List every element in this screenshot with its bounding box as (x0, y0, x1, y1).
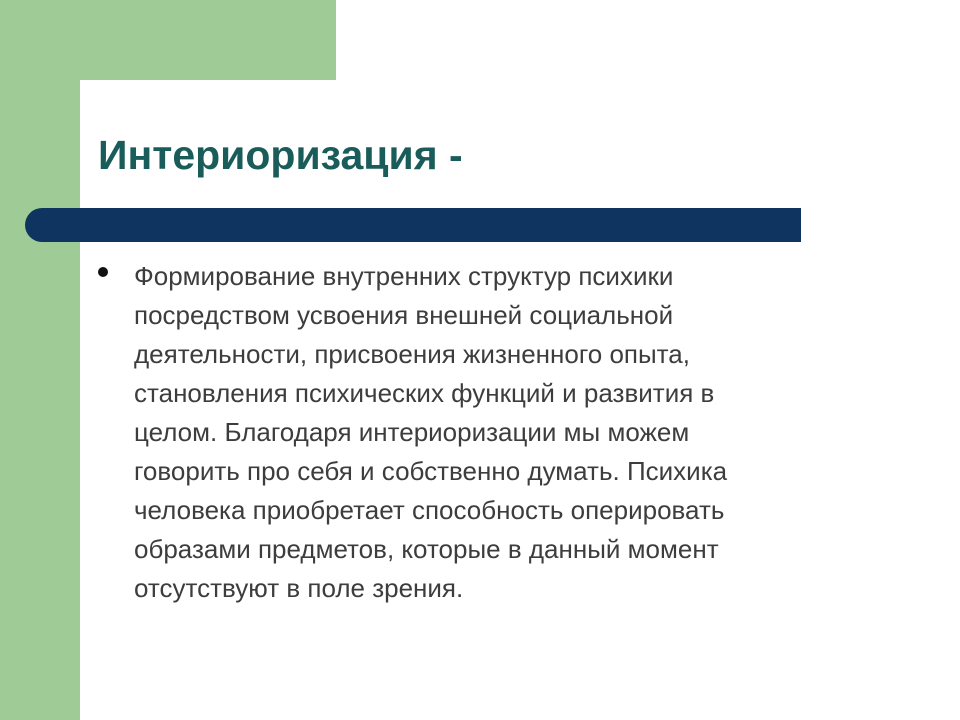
bullet-line: отсутствуют в поле зрения. (134, 573, 464, 603)
bullet-line: деятельности, присвоения жизненного опыта, (134, 339, 690, 369)
bullet-line: образами предметов, которые в данный момент (134, 534, 719, 564)
slide-title: Интериоризация - (98, 132, 463, 178)
green-top-band (0, 0, 336, 80)
green-side-band (0, 0, 80, 720)
bullet-line: человека приобретает способность оперировать (134, 495, 725, 525)
title-divider-bar (25, 208, 801, 242)
bullet-line: говорить про себя и собственно думать. Психика (134, 456, 728, 486)
bullet-line: становления психических функций и развития в (134, 378, 715, 408)
bullet-line: Формирование внутренних структур психики (134, 261, 674, 291)
bullet-line: целом. Благодаря интериоризации мы можем (134, 417, 690, 447)
bullet-text (134, 257, 874, 608)
bullet-dot-icon (98, 267, 108, 277)
bullet-line: посредством усвоения внешней социальной (134, 300, 674, 330)
